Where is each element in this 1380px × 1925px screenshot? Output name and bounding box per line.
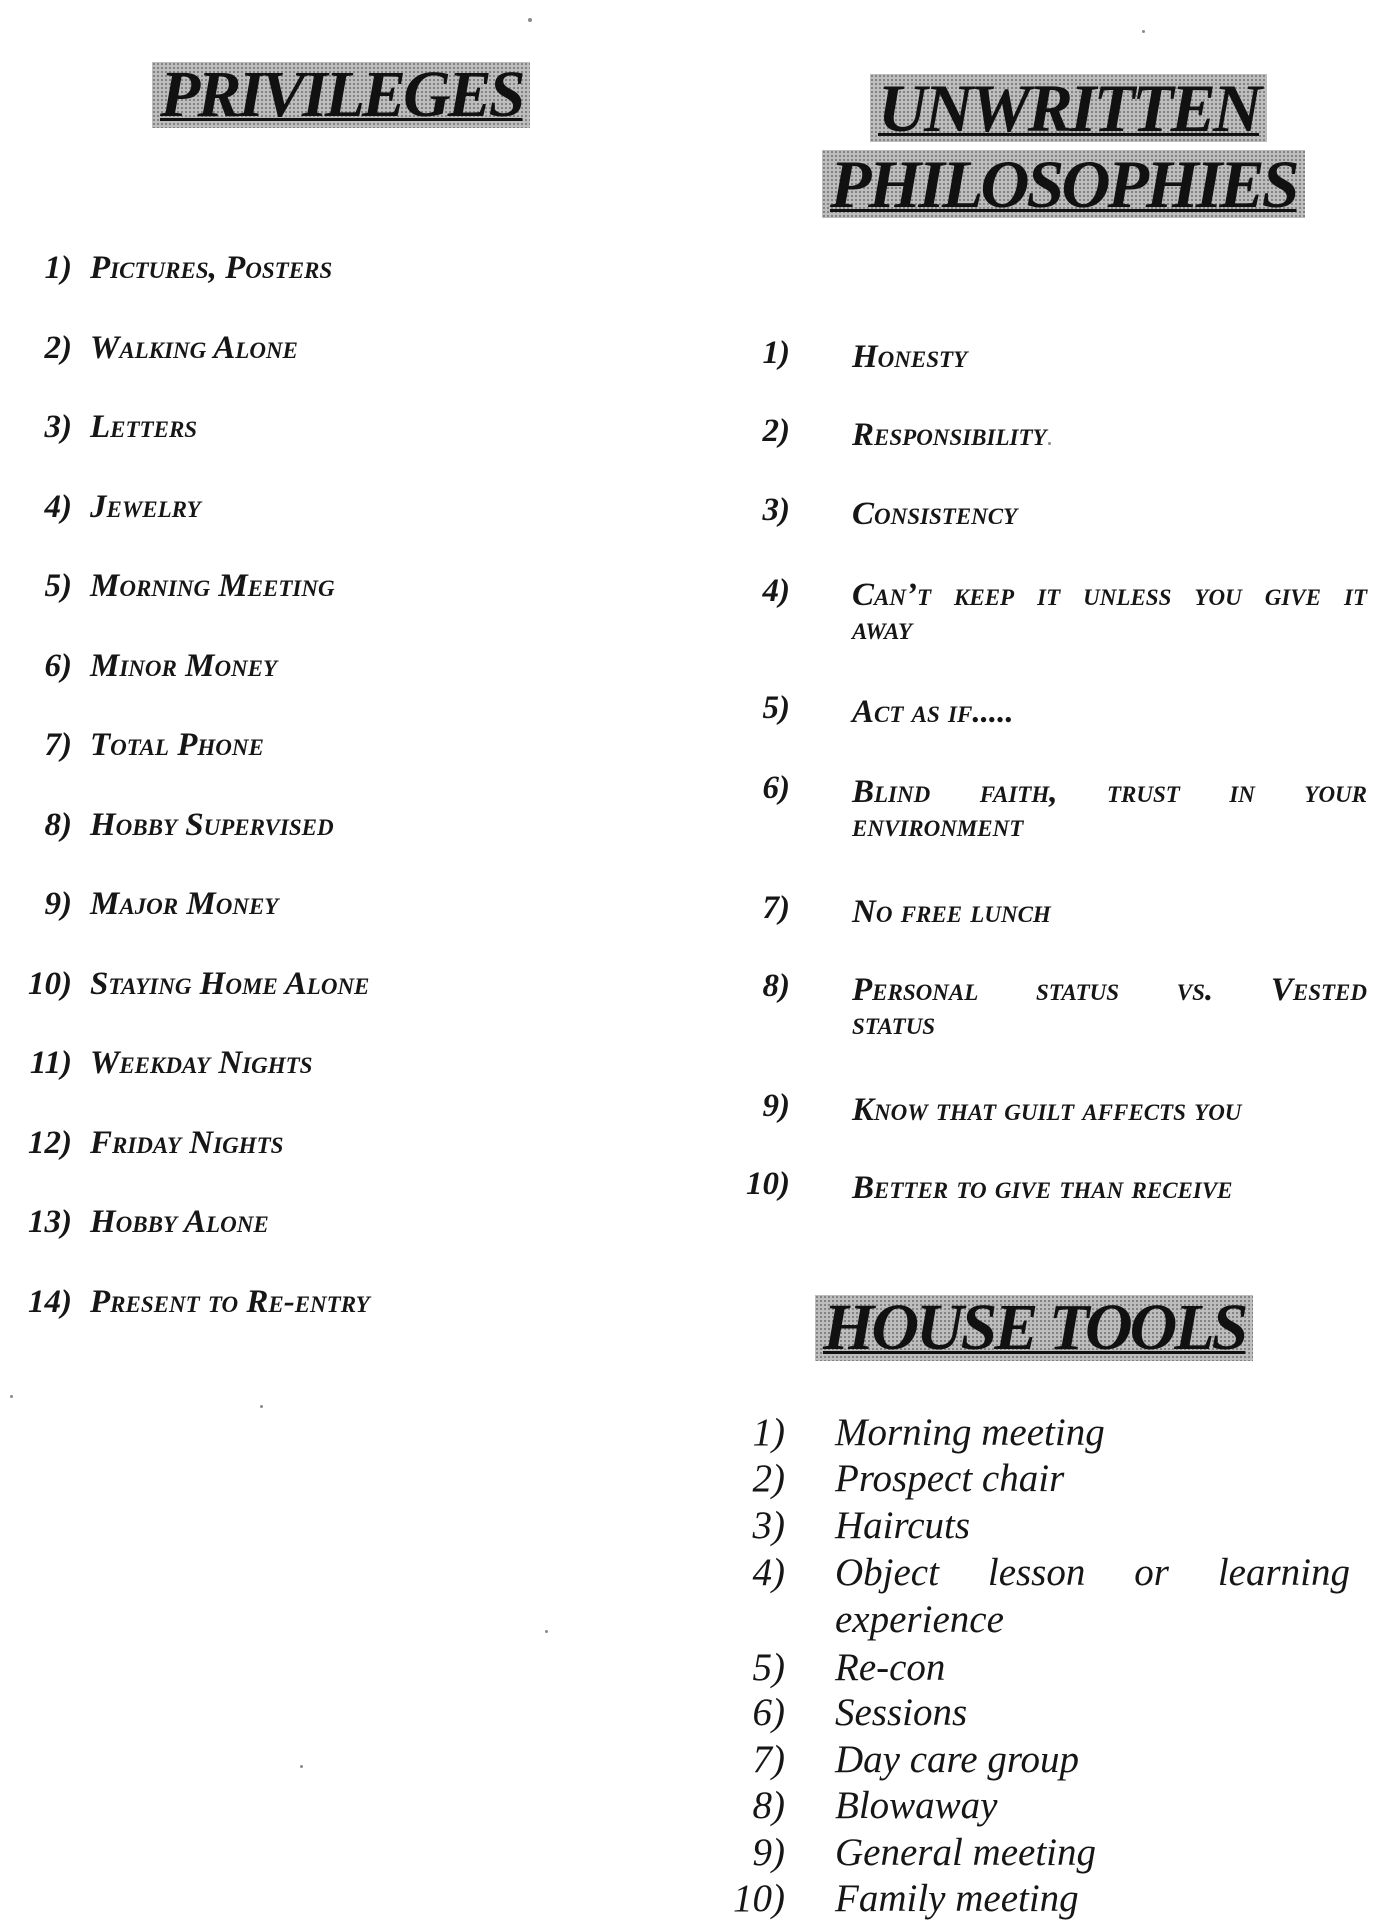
house-tool-item: Object lesson or learning: [835, 1551, 1350, 1594]
privilege-item: Major Money: [90, 886, 279, 922]
philosophy-item: Consistency: [852, 496, 1018, 532]
house-tool-number: 10): [733, 1877, 785, 1920]
house-tool-number: 2): [752, 1457, 785, 1500]
privilege-number: 2): [44, 329, 72, 366]
house-tool-item: Prospect chair: [835, 1457, 1065, 1500]
house-tool-item: General meeting: [835, 1831, 1097, 1874]
house-tool-item-continued: experience: [835, 1598, 1004, 1641]
house-tool-number: 1): [752, 1411, 785, 1454]
scan-speck: [10, 1395, 13, 1398]
philosophy-item: Honesty: [852, 339, 968, 375]
house-tool-item: Morning meeting: [835, 1411, 1105, 1454]
scan-speck: [1142, 30, 1145, 33]
scan-speck: [1048, 442, 1051, 445]
privilege-item: Jewelry: [90, 488, 201, 525]
philosophy-number: 8): [762, 968, 790, 1004]
privilege-number: 13): [28, 1204, 72, 1240]
privilege-number: 3): [44, 409, 72, 445]
privilege-number: 1): [44, 250, 72, 286]
house-tool-number: 5): [752, 1646, 785, 1689]
house-tool-number: 8): [752, 1784, 785, 1827]
privilege-number: 14): [28, 1283, 72, 1320]
house-tool-number: 4): [752, 1551, 785, 1594]
house-tool-number: 9): [752, 1831, 785, 1874]
privilege-number: 12): [28, 1124, 72, 1161]
philosophy-item: Responsibility: [852, 417, 1047, 453]
philosophy-number: 5): [762, 690, 790, 726]
philosophy-number: 6): [762, 770, 790, 806]
privileges-heading: PRIVILEGES: [152, 62, 530, 128]
unwritten-heading-line1: UNWRITTEN: [870, 74, 1267, 142]
philosophies-heading-line2: PHILOSOPHIES: [822, 150, 1305, 218]
privilege-item: Hobby Supervised: [90, 806, 334, 843]
house-tools-heading: HOUSE TOOLS: [815, 1295, 1253, 1361]
privilege-item: Staying Home Alone: [90, 965, 370, 1002]
scan-speck: [260, 1405, 263, 1408]
philosophy-number: 9): [762, 1088, 790, 1124]
privilege-item: Walking Alone: [90, 329, 298, 366]
philosophy-item: Know that guilt affects you: [852, 1092, 1242, 1128]
philosophy-number: 3): [762, 492, 790, 528]
philosophy-item: Can’t keep it unless you give it: [852, 577, 1367, 613]
philosophy-item-continued: status: [852, 1006, 936, 1042]
privilege-item: Friday Nights: [90, 1124, 284, 1161]
philosophy-item: Personal status vs. Vested: [852, 972, 1367, 1008]
philosophy-number: 1): [762, 335, 790, 371]
house-tool-number: 7): [752, 1738, 785, 1781]
house-tool-item: Re-con: [835, 1646, 946, 1689]
scan-speck: [545, 1630, 548, 1633]
privilege-item: Letters: [90, 409, 198, 445]
privilege-number: 11): [29, 1045, 72, 1081]
philosophy-item-continued: away: [852, 611, 913, 647]
philosophy-item: Better to give than receive: [852, 1170, 1233, 1206]
philosophy-number: 2): [762, 413, 790, 449]
privilege-item: Minor Money: [90, 647, 278, 684]
philosophy-number: 4): [762, 573, 790, 609]
privilege-number: 7): [44, 727, 72, 763]
privilege-number: 5): [44, 568, 72, 604]
philosophy-item: Blind faith, trust in your: [852, 774, 1367, 810]
house-tool-item: Blowaway: [835, 1784, 998, 1827]
privilege-item: Present to Re-entry: [90, 1283, 370, 1320]
privilege-number: 9): [44, 886, 72, 922]
privilege-number: 4): [44, 488, 72, 525]
house-tool-item: Family meeting: [835, 1877, 1079, 1920]
philosophy-item-continued: environment: [852, 808, 1024, 844]
privilege-item: Weekday Nights: [90, 1045, 313, 1081]
philosophy-number: 7): [762, 890, 790, 926]
scan-speck: [528, 18, 532, 22]
philosophy-number: 10): [746, 1166, 790, 1202]
philosophy-item: Act as if.....: [852, 694, 1014, 730]
philosophy-item: No free lunch: [852, 894, 1051, 930]
privilege-item: Morning Meeting: [90, 568, 335, 604]
house-tool-item: Sessions: [835, 1691, 968, 1734]
scan-speck: [300, 1765, 303, 1768]
house-tool-number: 6): [752, 1691, 785, 1734]
privilege-number: 8): [44, 806, 72, 843]
privilege-item: Hobby Alone: [90, 1204, 269, 1240]
house-tool-item: Day care group: [835, 1738, 1080, 1781]
house-tool-item: Haircuts: [835, 1504, 971, 1547]
privilege-number: 6): [44, 647, 72, 684]
privilege-item: Pictures, Posters: [90, 250, 333, 286]
privilege-number: 10): [28, 965, 72, 1002]
house-tool-number: 3): [752, 1504, 785, 1547]
privilege-item: Total Phone: [90, 727, 264, 763]
